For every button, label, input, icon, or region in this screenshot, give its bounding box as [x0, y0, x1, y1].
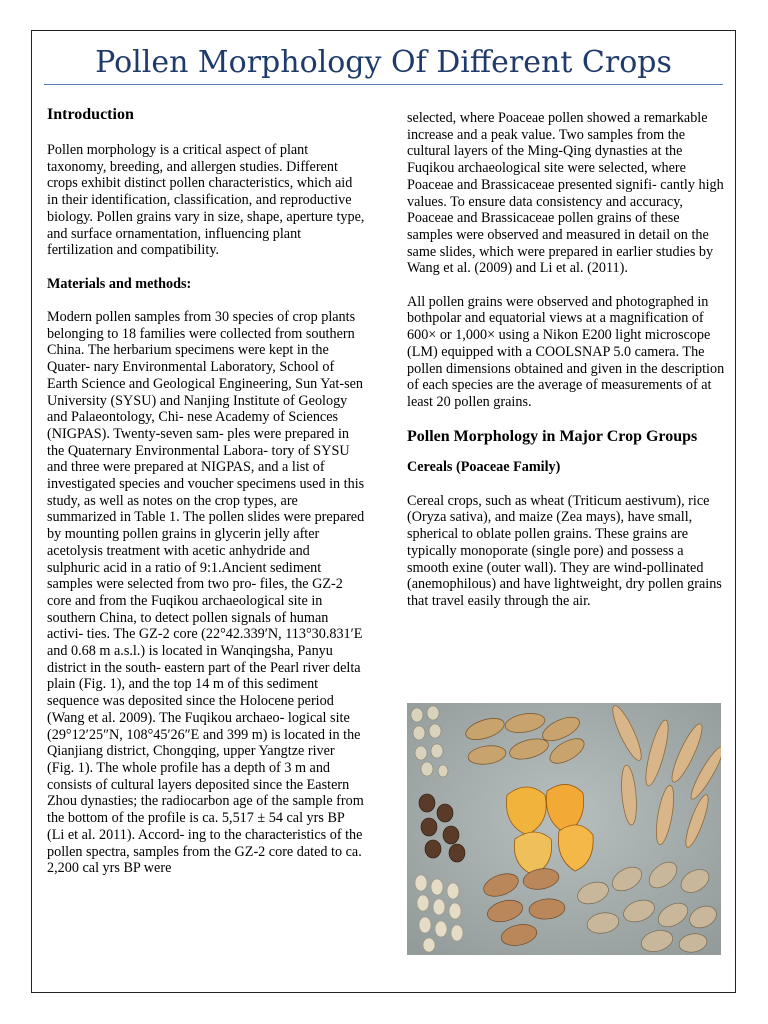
introduction-heading: Introduction: [47, 106, 134, 123]
right-column: [407, 110, 725, 626]
materials-methods-paragraph-1: Modern pollen samples from 30 species of crop plants belonging to 18 families were collected from southern China. The herbarium specimens were kept in the Quater- nary Environmental Laboratory, School of Earth Science and Geological Engineering, Sun Yat-sen University (SYSU) and Nanjing Institute of Geology and Palaeontology, Chi- nese Academy of Sciences (NIGPAS). Twenty-seven sam- ples were prepared in the Quaternary Environmental Labora- tory of SYSU and three were prepared at NIGPAS, and a list of investigated species and voucher specimens used in this study, as well as notes on the crop types, are summarized in Table 1. The pollen slides were prepared by mounting pollen grains in glycerin jelly after acetolysis treatment with acetic anhydride and sulphuric acid in a ratio of 9:1.Ancient sediment samples were selected from two pro- files, the GZ-2 core and from the Fuqikou archaeological site in southern China, to detect pollen signals of human activi- ties. The GZ-2 core (22°42.339′N, 113°30.831′E and 0.68 m a.s.l.) is located in Wanqingsha, Panyu district in the south- eastern part of the Pearl river delta plain (Fig. 1), and the top 14 m of this sediment sequence was deposited since the Holocene period (Wang et al. 2009). The Fuqikou archaeo- logical site (29°12′25″N, 108°45′26″E and 399 m) is located in the Qianjiang district, Chongqing, upper Yangtze river (Fig. 1). The whole profile has a depth of 3 m and consists of cultural layers deposited since the Eastern Zhou dynasties; the radiocarbon age of the sample from the bottom of the profile is ca. 5,517 ± 54 cal yrs BP (Li et al. 2011). Accord- ing to the characteristics of the pollen spectra, samples from the GZ-2 core dated to ca. 2,200 cal yrs BP were: [47, 309, 365, 877]
crop-seeds-photo: [407, 703, 721, 955]
morphology-heading: Pollen Morphology in Major Crop Groups: [407, 428, 698, 446]
crop-seeds-illustration: [407, 703, 721, 955]
materials-methods-paragraph-2: selected, where Poaceae pollen showed a remarkable increase and a peak value. Two samples from the cultural layers of the Ming-Qing dynasties at the Fuqikou archaeological site were selected, where Poaceae and Brassicaceae presented signifi- cantly high values. To ensure data consistency and accuracy, Poaceae and Brassicaceae pollen grains of these samples were observed and measured in detail on the same slides, which were prepared in earlier studies by Wang et al. (2009) and Li et al. (2011).: [407, 110, 724, 277]
cereals-paragraph: Cereal crops, such as wheat (Triticum aestivum), rice (Oryza sativa), and maize (Zea mays), have small, spherical to oblate pollen grains. These grains are typically monoporate (single pore) and possess a smooth exine (outer wall). They are wind-pollinated (anemophilous) and have lightweight, dry pollen grains that travel easily through the air.: [407, 492, 722, 609]
materials-methods-paragraph-3: All pollen grains were observed and photographed in bothpolar and equatorial views at a magnification of 600× or 1,000× using a Nikon E200 light microscope (LM) equipped with a COOLSNAP 5.0 camera. The pollen dimensions obtained and given in the description of each species are the average of measurements of at least 20 pollen grains.: [407, 293, 725, 410]
title-underline: [44, 84, 723, 85]
materials-methods-heading: Materials and methods:: [47, 275, 192, 292]
document-title: Pollen Morphology Of Different Crops: [95, 45, 672, 80]
introduction-paragraph: Pollen morphology is a critical aspect of plant taxonomy, breeding, and allergen studies. Different crops exhibit distinct pollen characteristics, which aid in their identification, classification, and reproductive biology. Pollen grains vary in size, shape, aperture type, and surface ornamentation, influencing plant fertilization and compatibility.: [47, 142, 365, 259]
left-column: [47, 106, 365, 894]
cereals-heading: Cereals (Poaceae Family): [407, 459, 561, 476]
